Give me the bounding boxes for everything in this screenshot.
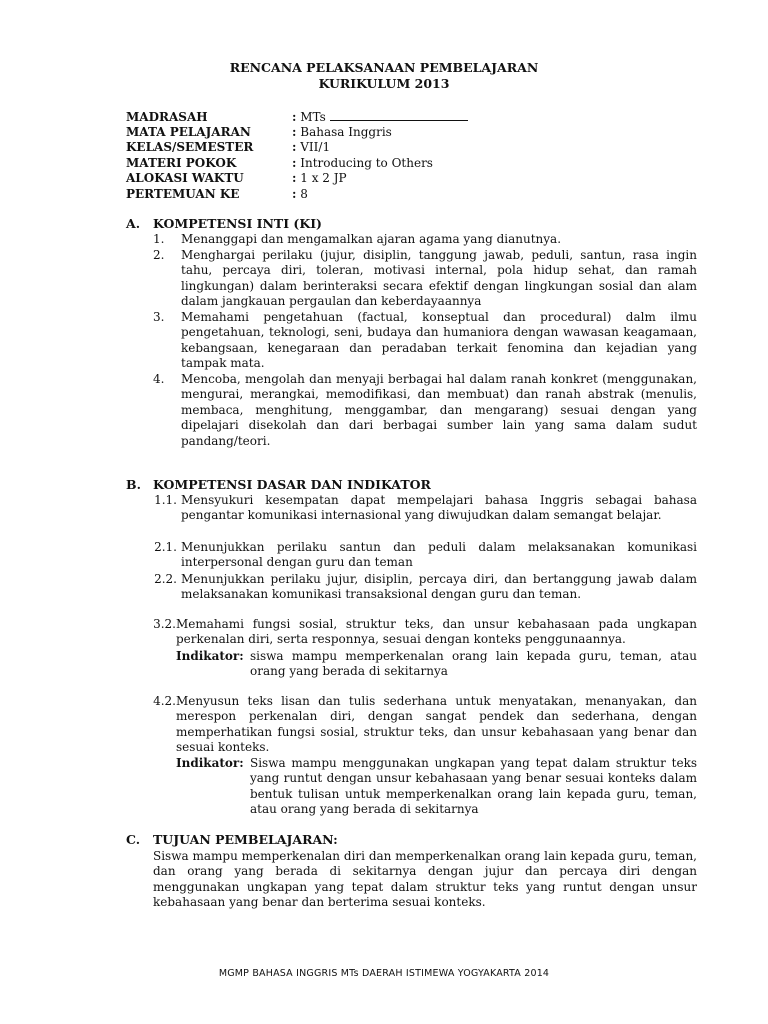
item-number: 2.1. [154,540,177,554]
kd-item-3-2 [153,617,697,648]
meta-label: MATERI POKOK [126,155,237,170]
item-text: Mencoba, mengolah dan menyaji berbagai hal dalam ranah konkret (menggunakan, mengurai, merangkai, memodifikasi, dan membuat) dan ranah abstrak (menulis, membaca, menghitung, menggambar, dan mengarang) sesuai dengan yang dipelajari disekolah dan dari berbagai sumber lain yang sama dalam sudut pandang/teori. [181,372,697,448]
meta-value: MTs [300,110,330,124]
meta-value: VII/1 [300,140,331,154]
ki-item-4 [153,372,697,449]
meta-row-pertemuan-ke [126,187,468,203]
document-title: RENCANA PELAKSANAAN PEMBELAJARAN [229,60,539,75]
meta-value: 1 x 2 JP [300,171,347,185]
meta-colon: : [292,140,297,154]
item-text: Menghargai perilaku (jujur, disiplin, tanggung jawab, peduli, santun, rasa ingin tahu, percaya diri, toleran, motivasi internal, pola hidup sehat, dan ramah lingkungan) dalam berinteraksi secara efektif dengan lingkungan sosial dan alam dalam jangkauan pergaulan dan keberdayaannya [181,248,697,309]
item-number: 4.2. [153,694,176,708]
kd-item-2-2 [154,572,697,603]
meta-label: MADRASAH [126,110,208,124]
meta-row-alokasi-waktu [126,171,468,187]
meta-colon: : [292,110,297,124]
identity-table [126,109,468,202]
meta-value: Introducing to Others [300,155,433,170]
meta-colon: : [292,171,297,185]
ki-item-1 [153,232,697,247]
indicator-label: Indikator: [176,649,244,663]
item-text: Mensyukuri kesempatan dapat mempelajari bahasa Inggris sebagai bahasa pengantar komunikasi internasional yang diwujudkan dalam semangat belajar. [181,493,697,523]
kd-item-1-1 [154,493,697,524]
section-letter: A. [126,216,141,231]
indicator-3-2 [176,649,697,681]
meta-label: KELAS/SEMESTER [126,140,254,154]
meta-value: Bahasa Inggris [300,124,392,139]
section-letter: B. [126,477,141,492]
section-title: KOMPETENSI DASAR DAN INDIKATOR [153,477,431,492]
blank-line [330,109,468,121]
item-number: 4. [153,372,165,386]
section-c-heading [126,832,338,847]
meta-label: ALOKASI WAKTU [126,171,244,185]
item-number: 3.2. [153,617,176,631]
indicator-text: siswa mampu memperkenalan orang lain kepada guru, teman, atau orang yang berada di sekitarnya [250,649,697,679]
section-a-heading [126,216,322,231]
ki-item-3 [153,310,697,372]
document-subtitle: KURIKULUM 2013 [318,76,450,91]
section-b-heading [126,477,431,492]
item-number: 2.2. [154,572,177,586]
indicator-text: Siswa mampu menggunakan ungkapan yang tepat dalam struktur teks yang runtut dengan unsur kebahasaan yang benar sesuai konteks dalam bentuk tulisan untuk memperkenalkan orang lain kepada guru, teman, atau orang yang berada di sekitarnya [250,756,697,817]
learning-objective-text: Siswa mampu memperkenalan diri dan memperkenalkan orang lain kepada guru, teman, dan orang yang berada di sekitarnya dengan jujur dan percaya diri dengan menggunakan ungkapan yang tepat dalam struktur teks yang runtut dengan unsur kebahasaan yang benar dan berterima sesuai konteks. [153,849,697,910]
item-text: Menyusun teks lisan dan tulis sederhana untuk menyatakan, menanyakan, dan merespon perkenalan diri, dengan sangat pendek dan sederhana, dengan memperhatikan fungsi sosial, struktur teks, dan unsur kebahasaan yang benar dan sesuai konteks. [176,694,697,755]
item-number: 1. [153,232,165,246]
meta-label: MATA PELAJARAN [126,124,251,139]
item-text: Menunjukkan perilaku santun dan peduli dalam melaksanakan komunikasi interpersonal dengan guru dan teman [181,540,697,570]
indicator-4-2 [176,756,697,820]
item-number: 3. [153,310,165,324]
kd-item-2-1 [154,540,697,571]
meta-row-madrasah [126,109,468,125]
page-footer: MGMP BAHASA INGGRIS MTs DAERAH ISTIMEWA YOGYAKARTA 2014 [218,968,550,979]
meta-colon: : [292,155,297,170]
meta-row-kelas-semester [126,140,468,156]
meta-value: 8 [300,186,308,201]
meta-colon: : [292,186,297,201]
item-text: Menanggapi dan mengamalkan ajaran agama yang dianutnya. [181,232,562,246]
indicator-label: Indikator: [176,756,244,770]
kd-item-4-2 [153,694,697,756]
item-number: 2. [153,248,165,262]
meta-label: PERTEMUAN KE [126,186,240,201]
meta-colon: : [292,124,297,139]
section-letter: C. [126,832,141,847]
meta-row-mata-pelajaran [126,125,468,141]
item-text: Memahami fungsi sosial, struktur teks, dan unsur kebahasaan pada ungkapan perkenalan diri, serta responnya, sesuai dengan konteks penggunaannya. [176,617,697,647]
meta-row-materi-pokok [126,156,468,172]
section-title: TUJUAN PEMBELAJARAN: [153,832,338,847]
ki-item-2 [153,248,697,310]
section-title: KOMPETENSI INTI (KI) [153,216,322,231]
item-number: 1.1. [154,493,177,507]
item-text: Memahami pengetahuan (factual, konseptual dan procedural) dalm ilmu pengetahuan, teknologi, seni, budaya dan humaniora dengan wawasan keagamaan, kebangsaan, kenegaraan dan peradaban terkait fenomina dan kejadian yang tampak mata. [181,310,697,371]
item-text: Menunjukkan perilaku jujur, disiplin, percaya diri, dan bertanggung jawab dalam melaksanakan komunikasi transaksional dengan guru dan teman. [181,572,697,602]
